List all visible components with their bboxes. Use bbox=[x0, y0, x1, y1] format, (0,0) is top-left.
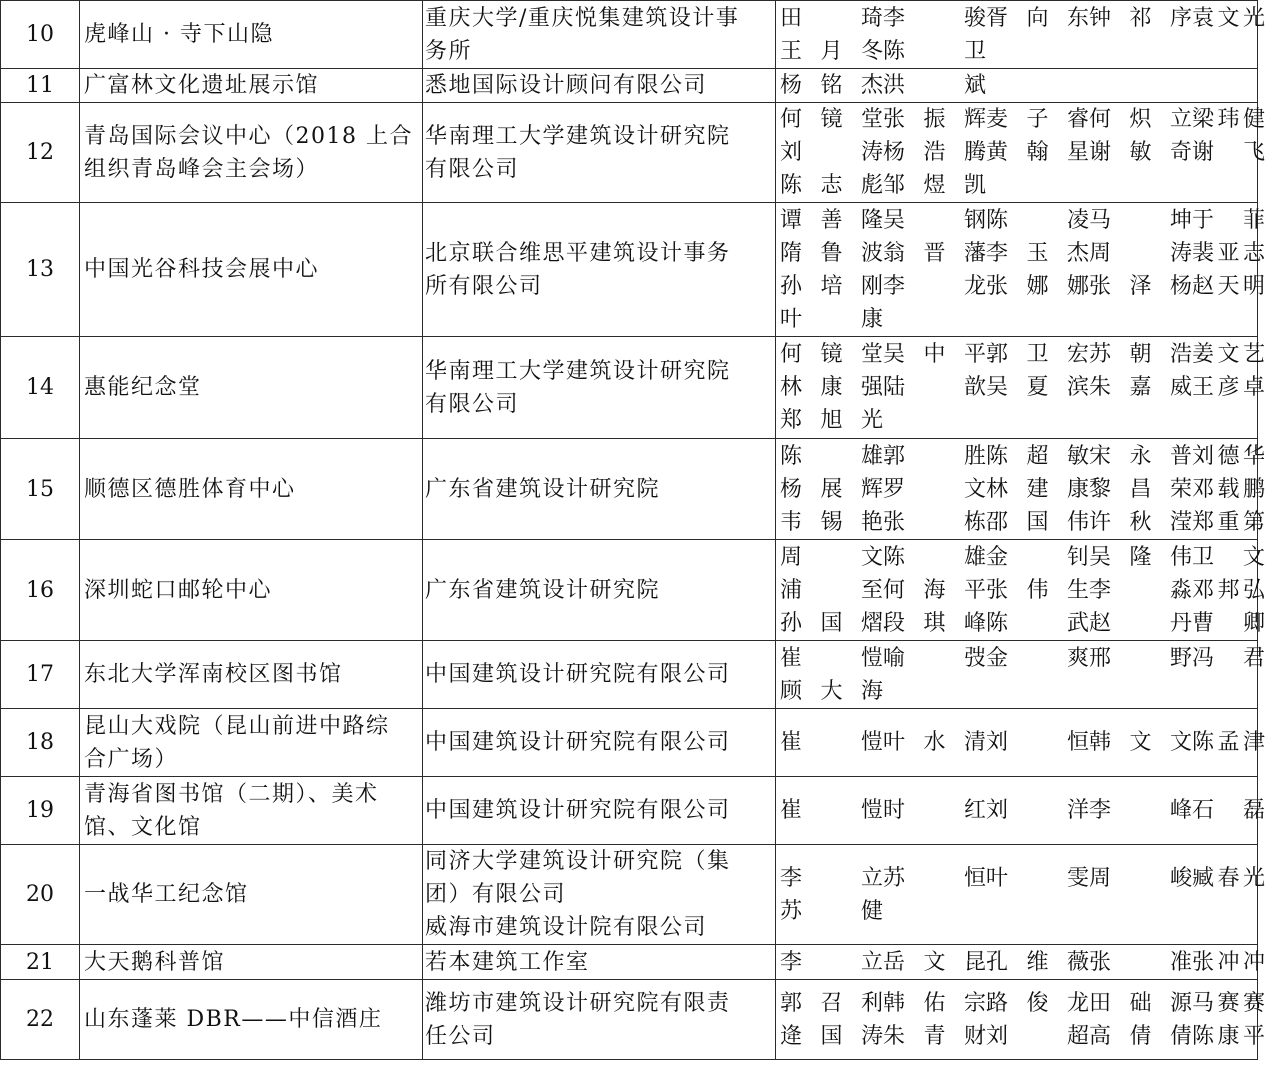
designer-name: 邓 载 鹏 bbox=[1192, 476, 1265, 502]
designer-names bbox=[776, 103, 1265, 203]
designer-name: 谢 敏 奇 bbox=[1089, 140, 1192, 165]
designer-name: 孙 国 熠 bbox=[780, 610, 883, 636]
project-name-line: 深圳蛇口邮轮中心 bbox=[84, 577, 273, 603]
table-row bbox=[1, 777, 1258, 845]
designer-name: 陈 雄 bbox=[883, 544, 986, 570]
design-organization bbox=[423, 709, 776, 777]
project-name-line: 中国光谷科技会展中心 bbox=[84, 257, 320, 282]
designer-name: 崔 愷 bbox=[780, 730, 883, 755]
designer-line bbox=[780, 473, 1265, 506]
designer-name: 李 峰 bbox=[1089, 798, 1192, 823]
designer-name: 赵 天 明 bbox=[1192, 273, 1265, 299]
designer-line bbox=[780, 371, 1265, 404]
organization-line: 所有限公司 bbox=[425, 273, 543, 299]
row-number: 15 bbox=[1, 439, 80, 540]
designer-line bbox=[780, 895, 1257, 928]
designer-line bbox=[780, 607, 1265, 640]
designer-name: 张 伟 生 bbox=[986, 577, 1089, 603]
designer-name: 陈 超 敏 bbox=[986, 443, 1089, 469]
organization-line: 广东省建筑设计研究院 bbox=[425, 577, 661, 603]
design-organization bbox=[423, 540, 776, 641]
organization-line: 华南理工大学建筑设计研究院 bbox=[425, 358, 731, 384]
designer-name: 吴 夏 滨 bbox=[986, 375, 1089, 400]
designer-line bbox=[780, 103, 1265, 136]
organization-line: 团）有限公司 bbox=[425, 882, 567, 907]
designer-name: 吴 隆 伟 bbox=[1089, 544, 1192, 570]
project-name-line: 虎峰山 · 寺下山隐 bbox=[84, 22, 274, 47]
designer-line bbox=[780, 506, 1265, 539]
designer-line bbox=[780, 2, 1265, 35]
table-row bbox=[1, 845, 1258, 945]
designer-name: 罗 文 bbox=[883, 476, 986, 502]
designer-name: 叶 康 bbox=[780, 306, 883, 332]
designer-name: 许 秋 滢 bbox=[1089, 509, 1192, 535]
organization-line: 威海市建筑设计院有限公司 bbox=[425, 915, 708, 940]
designer-name: 陈 志 彪 bbox=[780, 173, 883, 198]
designer-name: 韩 佑 宗 bbox=[883, 990, 986, 1016]
designer-name: 刘 洋 bbox=[986, 798, 1089, 823]
designer-name: 何 镜 堂 bbox=[780, 342, 883, 367]
designer-name: 韦 锡 艳 bbox=[780, 509, 883, 535]
designer-name: 时 红 bbox=[883, 798, 986, 823]
designer-name: 金 爽 bbox=[986, 645, 1089, 671]
designer-names bbox=[776, 439, 1265, 540]
designer-name: 隋 鲁 波 bbox=[780, 240, 883, 266]
designer-name: 陈 康 平 bbox=[1192, 1023, 1265, 1049]
designer-name: 郑 重 第 bbox=[1192, 509, 1265, 535]
designer-name: 周 文 bbox=[780, 544, 883, 570]
project-name-line: 馆、文化馆 bbox=[84, 814, 202, 840]
designer-names bbox=[776, 845, 1265, 945]
designer-name: 周 峻 bbox=[1089, 865, 1192, 891]
organization-line: 中国建筑设计研究院有限公司 bbox=[425, 662, 731, 687]
organization-line: 广东省建筑设计研究院 bbox=[425, 476, 661, 502]
table-row bbox=[1, 337, 1258, 439]
designer-line bbox=[780, 946, 1265, 979]
designer-name: 朱 青 财 bbox=[883, 1023, 986, 1049]
designer-name: 杨 铭 杰 bbox=[780, 73, 883, 98]
project-name-line: 广富林文化遗址展示馆 bbox=[84, 73, 320, 98]
project-name bbox=[80, 540, 423, 641]
designer-name: 陈 卫 bbox=[883, 38, 986, 64]
designer-name: 宋 永 普 bbox=[1089, 443, 1192, 469]
design-organization bbox=[423, 1, 776, 69]
organization-line: 重庆大学/重庆悦集建筑设计事 bbox=[425, 5, 740, 31]
design-organization bbox=[423, 337, 776, 439]
designer-name: 朱 嘉 威 bbox=[1089, 375, 1192, 400]
designer-line bbox=[780, 642, 1265, 675]
designer-name: 臧 春 光 bbox=[1192, 865, 1265, 891]
table-row bbox=[1, 1, 1258, 69]
table-row bbox=[1, 980, 1258, 1060]
designer-names bbox=[776, 709, 1265, 777]
designer-name: 顾 大 海 bbox=[780, 678, 883, 704]
designer-names bbox=[776, 777, 1265, 845]
designer-names bbox=[776, 337, 1265, 439]
project-name bbox=[80, 203, 423, 337]
designer-name: 李 淼 bbox=[1089, 577, 1192, 603]
designer-name: 钟 祁 序 bbox=[1089, 5, 1192, 31]
project-name bbox=[80, 69, 423, 103]
row-number: 19 bbox=[1, 777, 80, 845]
project-name-line: 青海省图书馆（二期）、美术 bbox=[84, 781, 379, 807]
project-name bbox=[80, 845, 423, 945]
project-name-line: 青岛国际会议中心（2018 上合 bbox=[84, 123, 413, 149]
designer-name: 谭 善 隆 bbox=[780, 207, 883, 233]
designer-line bbox=[780, 726, 1265, 759]
designer-name: 苏 健 bbox=[780, 898, 883, 924]
designer-name: 翁 晋 藩 bbox=[883, 240, 986, 266]
designer-name: 张 娜 娜 bbox=[986, 273, 1089, 299]
designer-name: 黄 翰 星 bbox=[986, 140, 1089, 165]
row-number: 18 bbox=[1, 709, 80, 777]
designer-name: 张 泽 杨 bbox=[1089, 273, 1192, 299]
designer-name: 马 坤 bbox=[1089, 207, 1192, 233]
designer-name: 刘 恒 bbox=[986, 730, 1089, 755]
designer-name: 林 建 康 bbox=[986, 476, 1089, 502]
designer-line bbox=[780, 987, 1265, 1020]
designer-name: 崔 愷 bbox=[780, 798, 883, 823]
organization-line: 同济大学建筑设计研究院（集 bbox=[425, 849, 731, 874]
designer-name: 陈 雄 bbox=[780, 443, 883, 469]
designer-name: 李 玉 杰 bbox=[986, 240, 1089, 266]
table-row bbox=[1, 641, 1258, 709]
table-row bbox=[1, 945, 1258, 980]
project-name bbox=[80, 945, 423, 980]
row-number: 12 bbox=[1, 103, 80, 203]
designer-name: 马 赛 赛 bbox=[1192, 990, 1265, 1016]
designer-name: 田 础 源 bbox=[1089, 990, 1192, 1016]
organization-line: 中国建筑设计研究院有限公司 bbox=[425, 798, 731, 823]
designer-name: 王 月 冬 bbox=[780, 38, 883, 64]
designer-line bbox=[780, 1020, 1265, 1053]
project-name-line: 顺德区德胜体育中心 bbox=[84, 476, 296, 502]
designer-line bbox=[780, 303, 1257, 336]
designer-line bbox=[780, 69, 1257, 102]
designer-name: 何 海 平 bbox=[883, 577, 986, 603]
designer-names bbox=[776, 980, 1265, 1060]
designer-names bbox=[776, 641, 1265, 709]
organization-line: 有限公司 bbox=[425, 391, 520, 417]
designer-line bbox=[780, 136, 1265, 169]
designer-name: 张 振 辉 bbox=[883, 107, 986, 132]
design-organization bbox=[423, 845, 776, 945]
designer-name: 张 准 bbox=[1089, 949, 1192, 975]
designer-name: 李 龙 bbox=[883, 273, 986, 299]
designer-name: 路 俊 龙 bbox=[986, 990, 1089, 1016]
design-organization bbox=[423, 439, 776, 540]
designer-name: 王 彦 卓 bbox=[1192, 375, 1265, 400]
designer-name: 陈 武 bbox=[986, 610, 1089, 636]
designer-name: 周 涛 bbox=[1089, 240, 1192, 266]
designer-line bbox=[780, 237, 1265, 270]
design-organization bbox=[423, 103, 776, 203]
table-row bbox=[1, 439, 1258, 540]
designer-line bbox=[780, 204, 1265, 237]
designer-name: 段 琪 峰 bbox=[883, 610, 986, 636]
designer-name: 逄 国 涛 bbox=[780, 1023, 883, 1049]
designer-name: 胥 向 东 bbox=[986, 5, 1089, 31]
designer-name: 刘 超 bbox=[986, 1023, 1089, 1049]
project-name bbox=[80, 1, 423, 69]
designer-name: 杨 展 辉 bbox=[780, 476, 883, 502]
designer-name: 石 磊 bbox=[1192, 798, 1265, 823]
designer-name: 林 康 强 bbox=[780, 375, 883, 400]
designer-name: 谢 飞 bbox=[1192, 140, 1265, 165]
award-table-body bbox=[1, 1, 1265, 1060]
designer-name: 金 钊 bbox=[986, 544, 1089, 570]
project-name bbox=[80, 641, 423, 709]
row-number: 10 bbox=[1, 1, 80, 69]
organization-line: 务所 bbox=[425, 38, 473, 64]
designer-name: 田 琦 bbox=[780, 5, 883, 31]
project-name bbox=[80, 103, 423, 203]
designer-name: 岳 文 昆 bbox=[883, 949, 986, 975]
designer-name: 喻 弢 bbox=[883, 645, 986, 671]
row-number: 21 bbox=[1, 945, 80, 980]
row-number: 16 bbox=[1, 540, 80, 641]
designer-name: 邢 野 bbox=[1089, 645, 1192, 671]
designer-line bbox=[780, 404, 1257, 437]
organization-line: 有限公司 bbox=[425, 156, 520, 182]
designer-name: 崔 愷 bbox=[780, 645, 883, 671]
designer-name: 邓 邦 弘 bbox=[1192, 577, 1265, 603]
design-organization bbox=[423, 777, 776, 845]
project-name-line: 东北大学浑南校区图书馆 bbox=[84, 662, 343, 687]
designer-name: 张 冲 冲 bbox=[1192, 949, 1265, 975]
table-row bbox=[1, 69, 1258, 103]
designer-name: 陆 歆 bbox=[883, 375, 986, 400]
designer-name: 何 炽 立 bbox=[1089, 107, 1192, 132]
designer-name: 李 骏 bbox=[883, 5, 986, 31]
designer-name: 叶 雯 bbox=[986, 865, 1089, 891]
designer-name: 吴 钢 bbox=[883, 207, 986, 233]
designer-line bbox=[780, 338, 1265, 371]
designer-name: 陈 凌 bbox=[986, 207, 1089, 233]
row-number: 14 bbox=[1, 337, 80, 439]
designer-name: 曹 卿 bbox=[1192, 610, 1265, 636]
project-name bbox=[80, 980, 423, 1060]
designer-name: 姜 文 艺 bbox=[1192, 342, 1265, 367]
project-name-line: 昆山大戏院（昆山前进中路综 bbox=[84, 713, 390, 739]
designer-name: 孔 维 薇 bbox=[986, 949, 1089, 975]
project-name bbox=[80, 337, 423, 439]
table-row bbox=[1, 540, 1258, 641]
row-number: 20 bbox=[1, 845, 80, 945]
designer-name: 吴 中 平 bbox=[883, 342, 986, 367]
designer-name: 郭 胜 bbox=[883, 443, 986, 469]
designer-name: 于 菲 bbox=[1192, 207, 1265, 233]
organization-line: 若本建筑工作室 bbox=[425, 949, 590, 975]
project-name bbox=[80, 439, 423, 540]
organization-line: 潍坊市建筑设计研究院有限责 bbox=[425, 990, 731, 1016]
table-row bbox=[1, 709, 1258, 777]
designer-name: 裴 亚 志 bbox=[1192, 240, 1265, 266]
designer-name: 冯 君 bbox=[1192, 645, 1265, 671]
designer-names bbox=[776, 540, 1265, 641]
organization-line: 任公司 bbox=[425, 1023, 496, 1049]
organization-line: 北京联合维思平建筑设计事务 bbox=[425, 240, 731, 266]
designer-name: 叶 水 清 bbox=[883, 730, 986, 755]
project-name-line: 一战华工纪念馆 bbox=[84, 882, 249, 907]
designer-line bbox=[780, 574, 1265, 607]
project-name-line: 大天鹅科普馆 bbox=[84, 949, 226, 975]
designer-name: 浦 至 bbox=[780, 577, 883, 603]
designer-name: 郭 卫 宏 bbox=[986, 342, 1089, 367]
designer-names bbox=[776, 203, 1265, 337]
designer-name: 李 立 bbox=[780, 865, 883, 891]
designer-line bbox=[780, 541, 1265, 574]
designer-names bbox=[776, 1, 1265, 69]
designer-name: 杨 浩 腾 bbox=[883, 140, 986, 165]
designer-name: 刘 德 华 bbox=[1192, 443, 1265, 469]
design-organization bbox=[423, 69, 776, 103]
designer-name: 苏 朝 浩 bbox=[1089, 342, 1192, 367]
designer-name: 邵 国 伟 bbox=[986, 509, 1089, 535]
designer-name: 刘 涛 bbox=[780, 140, 883, 165]
organization-line: 悉地国际设计顾问有限公司 bbox=[425, 73, 708, 98]
design-organization bbox=[423, 203, 776, 337]
designer-name: 李 立 bbox=[780, 949, 883, 975]
design-organization bbox=[423, 945, 776, 980]
designer-name: 苏 恒 bbox=[883, 865, 986, 891]
designer-name: 张 栋 bbox=[883, 509, 986, 535]
designer-name: 陈 孟 津 bbox=[1192, 730, 1265, 755]
designer-name: 韩 文 文 bbox=[1089, 730, 1192, 755]
designer-names bbox=[776, 945, 1265, 980]
designer-name: 梁 玮 健 bbox=[1192, 107, 1265, 132]
design-organization bbox=[423, 980, 776, 1060]
row-number: 11 bbox=[1, 69, 80, 103]
designer-line bbox=[780, 270, 1265, 303]
designer-name: 孙 培 刚 bbox=[780, 273, 883, 299]
table-row bbox=[1, 203, 1258, 337]
project-name-line: 合广场） bbox=[84, 746, 179, 772]
project-name bbox=[80, 709, 423, 777]
project-name-line: 惠能纪念堂 bbox=[84, 375, 202, 400]
design-organization bbox=[423, 641, 776, 709]
table-row bbox=[1, 103, 1258, 203]
organization-line: 中国建筑设计研究院有限公司 bbox=[425, 730, 731, 755]
designer-name: 郑 旭 光 bbox=[780, 408, 883, 433]
project-name-line: 组织青岛峰会主会场） bbox=[84, 156, 320, 182]
designer-name: 高 倩 倩 bbox=[1089, 1023, 1192, 1049]
designer-line bbox=[780, 675, 1257, 708]
row-number: 13 bbox=[1, 203, 80, 337]
project-name-line: 山东蓬莱 DBR——中信酒庄 bbox=[84, 1007, 383, 1032]
designer-name: 麦 子 睿 bbox=[986, 107, 1089, 132]
designer-name: 赵 丹 bbox=[1089, 610, 1192, 636]
designer-name: 黎 昌 荣 bbox=[1089, 476, 1192, 502]
designer-name: 袁 文 光 bbox=[1192, 5, 1265, 31]
designer-name: 邹 煜 凯 bbox=[883, 173, 986, 198]
designer-name: 洪 斌 bbox=[883, 73, 986, 98]
designer-name: 郭 召 利 bbox=[780, 990, 883, 1016]
designer-line bbox=[780, 862, 1265, 895]
project-name bbox=[80, 777, 423, 845]
designer-name: 何 镜 堂 bbox=[780, 107, 883, 132]
row-number: 22 bbox=[1, 980, 80, 1060]
designer-names bbox=[776, 69, 1258, 103]
designer-name: 卫 文 bbox=[1192, 544, 1265, 570]
organization-line: 华南理工大学建筑设计研究院 bbox=[425, 123, 731, 149]
designer-line bbox=[780, 440, 1265, 473]
designer-line bbox=[780, 35, 1257, 68]
designer-line bbox=[780, 794, 1265, 827]
designer-line bbox=[780, 169, 1257, 202]
row-number: 17 bbox=[1, 641, 80, 709]
